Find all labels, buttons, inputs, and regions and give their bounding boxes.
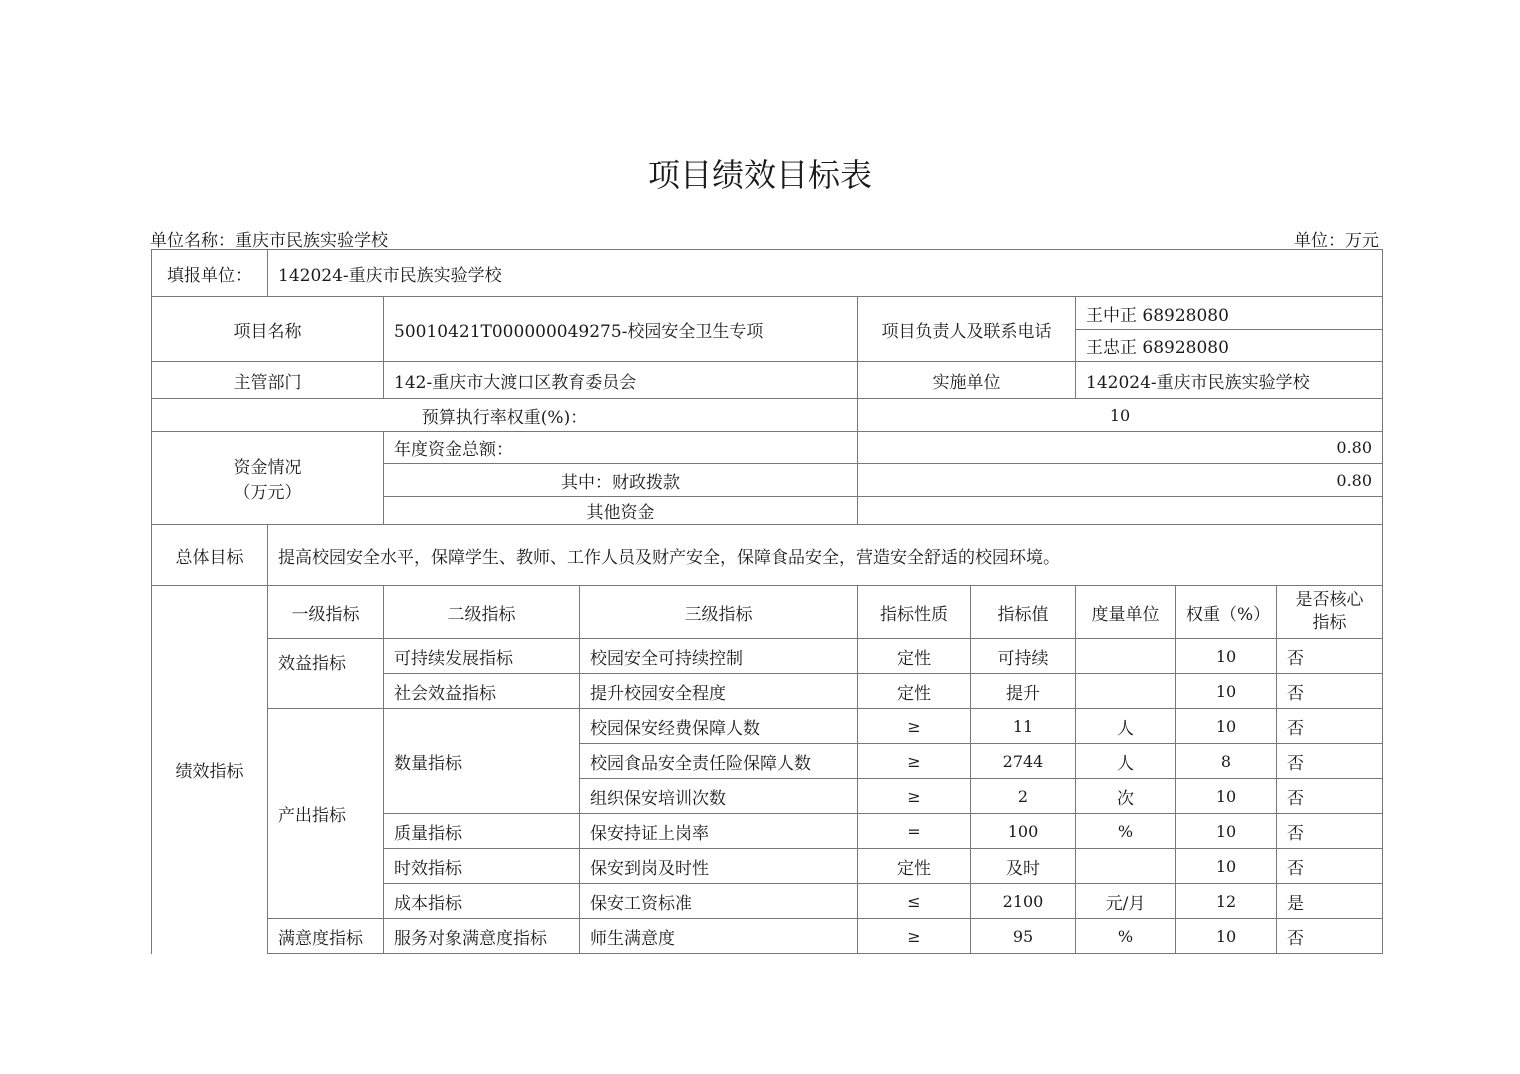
unit-cell: % <box>1076 919 1176 954</box>
project-contact-2: 王忠正 68928080 <box>1076 330 1383 362</box>
core-cell: 否 <box>1277 814 1383 849</box>
nature-cell: ≥ <box>858 744 971 779</box>
weight-cell: 12 <box>1176 884 1277 919</box>
unit-cell: % <box>1076 814 1176 849</box>
weight-cell: 10 <box>1176 779 1277 814</box>
header-core-line1: 是否核心 <box>1295 590 1364 610</box>
weight-cell: 10 <box>1176 674 1277 709</box>
overall-goal-value: 提高校园安全水平，保障学生、教师、工作人员及财产安全，保障食品安全，营造安全舒适的校园环境。 <box>268 525 1383 586</box>
nature-cell: 定性 <box>858 849 971 884</box>
value-cell: 2100 <box>971 884 1076 919</box>
level3-cell: 师生满意度 <box>580 919 858 954</box>
unit-cell <box>1076 674 1176 709</box>
impl-unit-label: 实施单位 <box>858 362 1076 399</box>
budget-weight-row <box>152 399 1383 432</box>
page-title: 项目绩效目标表 <box>647 156 872 194</box>
level3-cell: 校园保安经费保障人数 <box>580 709 858 744</box>
indicator-section-label: 绩效指标 <box>152 586 268 954</box>
budget-weight-value: 10 <box>858 399 1383 432</box>
fill-unit-label: 填报单位： <box>152 250 268 297</box>
funds-label-line1: 资金情况 <box>233 458 302 478</box>
overall-goal-row <box>152 525 1383 586</box>
indicator-header-row <box>152 586 1383 639</box>
indicator-row <box>152 919 1383 954</box>
dept-row <box>152 362 1383 399</box>
level3-cell: 提升校园安全程度 <box>580 674 858 709</box>
weight-cell: 10 <box>1176 814 1277 849</box>
value-cell: 11 <box>971 709 1076 744</box>
header-unit: 度量单位 <box>1076 586 1176 639</box>
funds-other-value <box>858 497 1383 525</box>
nature-cell: = <box>858 814 971 849</box>
core-cell: 否 <box>1277 709 1383 744</box>
level2-cell: 社会效益指标 <box>384 674 580 709</box>
core-cell: 否 <box>1277 744 1383 779</box>
level2-cell: 时效指标 <box>384 849 580 884</box>
currency-unit: 单位：万元 <box>1294 231 1379 251</box>
funds-total-label: 年度资金总额： <box>384 432 858 464</box>
weight-cell: 10 <box>1176 919 1277 954</box>
value-cell: 2744 <box>971 744 1076 779</box>
dept-label: 主管部门 <box>152 362 384 399</box>
unit-name: 单位名称：重庆市民族实验学校 <box>150 231 388 251</box>
group-output: 产出指标 <box>268 709 384 919</box>
value-cell: 2 <box>971 779 1076 814</box>
project-contact-1: 王中正 68928080 <box>1076 297 1383 330</box>
nature-cell: ≥ <box>858 779 971 814</box>
funds-total-value: 0.80 <box>858 432 1383 464</box>
unit-cell <box>1076 849 1176 884</box>
overall-goal-label: 总体目标 <box>152 525 268 586</box>
weight-cell: 10 <box>1176 849 1277 884</box>
core-cell: 否 <box>1277 674 1383 709</box>
unit-cell: 次 <box>1076 779 1176 814</box>
group-benefit: 效益指标 <box>268 639 384 709</box>
level3-cell: 保安工资标准 <box>580 884 858 919</box>
level2-cell: 服务对象满意度指标 <box>384 919 580 954</box>
fill-unit-row <box>152 250 1383 297</box>
header-value: 指标值 <box>971 586 1076 639</box>
unit-cell <box>1076 639 1176 674</box>
unit-cell: 人 <box>1076 709 1176 744</box>
level3-cell: 校园安全可持续控制 <box>580 639 858 674</box>
indicator-row <box>152 709 1383 744</box>
weight-cell: 10 <box>1176 709 1277 744</box>
core-cell: 是 <box>1277 884 1383 919</box>
level3-cell: 组织保安培训次数 <box>580 779 858 814</box>
funds-total-row <box>152 432 1383 464</box>
nature-cell: 定性 <box>858 674 971 709</box>
header-nature: 指标性质 <box>858 586 971 639</box>
unit-cell: 人 <box>1076 744 1176 779</box>
core-cell: 否 <box>1277 919 1383 954</box>
fill-unit-value: 142024-重庆市民族实验学校 <box>268 250 1383 297</box>
funds-other-label: 其他资金 <box>384 497 858 525</box>
nature-cell: ≤ <box>858 884 971 919</box>
header-core <box>1277 586 1383 639</box>
value-cell: 可持续 <box>971 639 1076 674</box>
project-contact-label: 项目负责人及联系电话 <box>858 297 1076 362</box>
header-core-line2: 指标 <box>1312 613 1347 633</box>
header-level3: 三级指标 <box>580 586 858 639</box>
unit-cell: 元/月 <box>1076 884 1176 919</box>
header-weight: 权重（%） <box>1176 586 1277 639</box>
level2-cell: 成本指标 <box>384 884 580 919</box>
nature-cell: ≥ <box>858 709 971 744</box>
funds-fiscal-value: 0.80 <box>858 464 1383 497</box>
header-level1: 一级指标 <box>268 586 384 639</box>
header-level2: 二级指标 <box>384 586 580 639</box>
core-cell: 否 <box>1277 849 1383 884</box>
budget-weight-label: 预算执行率权重(%)： <box>152 399 858 432</box>
nature-cell: 定性 <box>858 639 971 674</box>
indicator-row <box>152 639 1383 674</box>
core-cell: 否 <box>1277 779 1383 814</box>
weight-cell: 10 <box>1176 639 1277 674</box>
project-row-1 <box>152 297 1383 330</box>
funds-label-line2: （万元） <box>233 483 302 503</box>
weight-cell: 8 <box>1176 744 1277 779</box>
project-name-label: 项目名称 <box>152 297 384 362</box>
funds-label <box>152 432 384 525</box>
impl-unit-value: 142024-重庆市民族实验学校 <box>1076 362 1383 399</box>
dept-value: 142-重庆市大渡口区教育委员会 <box>384 362 858 399</box>
value-cell: 及时 <box>971 849 1076 884</box>
level2-cell: 可持续发展指标 <box>384 639 580 674</box>
core-cell: 否 <box>1277 639 1383 674</box>
performance-target-table <box>151 249 1383 954</box>
value-cell: 95 <box>971 919 1076 954</box>
group-satisfaction: 满意度指标 <box>268 919 384 954</box>
value-cell: 提升 <box>971 674 1076 709</box>
group-quantity: 数量指标 <box>384 709 580 814</box>
level3-cell: 校园食品安全责任险保障人数 <box>580 744 858 779</box>
level3-cell: 保安到岗及时性 <box>580 849 858 884</box>
nature-cell: ≥ <box>858 919 971 954</box>
value-cell: 100 <box>971 814 1076 849</box>
level2-cell: 质量指标 <box>384 814 580 849</box>
level3-cell: 保安持证上岗率 <box>580 814 858 849</box>
project-name-value: 50010421T000000049275-校园安全卫生专项 <box>384 297 858 362</box>
funds-fiscal-label: 其中：财政拨款 <box>384 464 858 497</box>
